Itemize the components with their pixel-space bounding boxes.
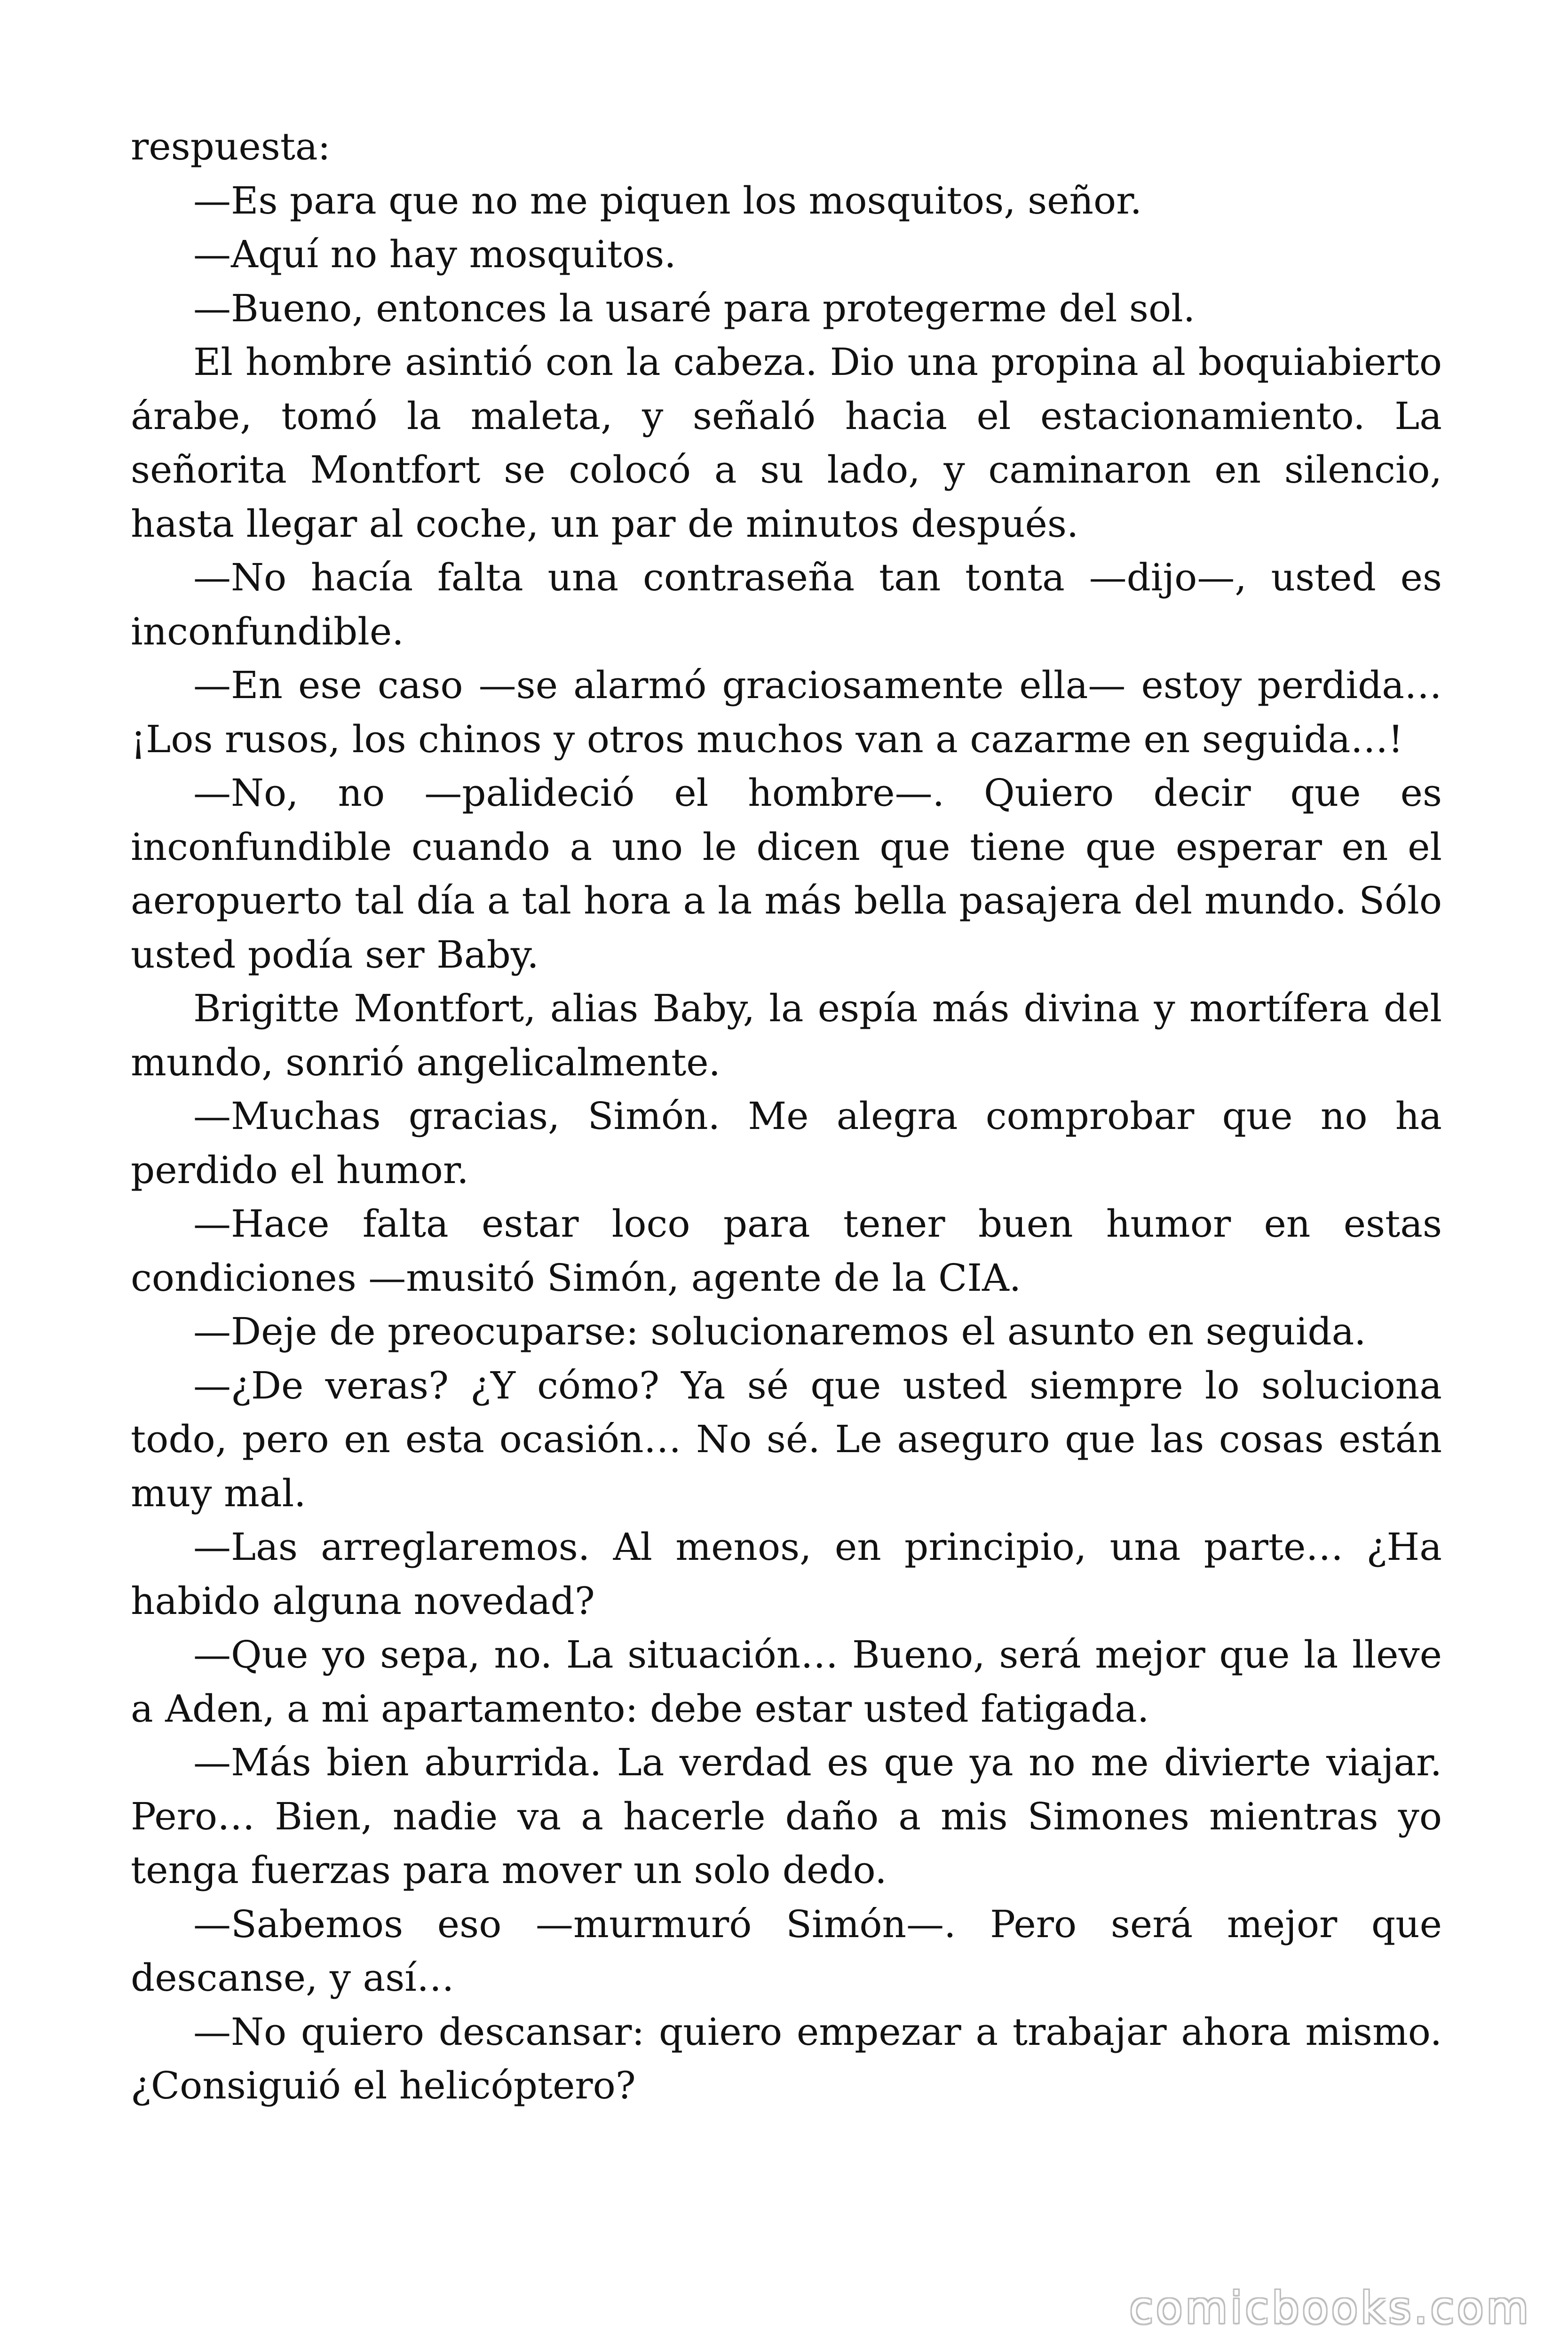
page-body-text	[131, 120, 1442, 2113]
paragraph: —Las arreglaremos. Al menos, en principio, una parte… ¿Ha habido alguna novedad?	[131, 1525, 1442, 1623]
paragraph: —Que yo sepa, no. La situación… Bueno, será mejor que la lleve a Aden, a mi apartamento: debe estar usted fatigada.	[131, 1633, 1442, 1731]
paragraph: —Bueno, entonces la usaré para protegerme del sol.	[193, 286, 1196, 330]
paragraph: —Más bien aburrida. La verdad es que ya no me divierte viajar. Pero… Bien, nadie va a hacerle daño a mis Simones mientras yo tenga fuerzas para mover un solo dedo.	[131, 1740, 1442, 1892]
paragraph: —No quiero descansar: quiero empezar a trabajar ahora mismo. ¿Consiguió el helicóptero?	[131, 2010, 1442, 2107]
paragraph: —Es para que no me piquen los mosquitos, señor.	[193, 178, 1142, 222]
paragraph-continuation: respuesta:	[131, 125, 331, 168]
paragraph: —Deje de preocuparse: solucionaremos el asunto en seguida.	[193, 1310, 1366, 1353]
paragraph: —Sabemos eso —murmuró Simón—. Pero será mejor que descanse, y así…	[131, 1902, 1442, 2000]
paragraph: El hombre asintió con la cabeza. Dio una propina al boquiabierto árabe, tomó la maleta, y señaló hacia el estacionamiento. La señorita Montfort se colocó a su lado, y caminaron en silencio, hasta llegar al coche, un par de minutos después.	[131, 340, 1442, 546]
paragraph: —Aquí no hay mosquitos.	[193, 232, 676, 276]
paragraph: —¿De veras? ¿Y cómo? Ya sé que usted siempre lo soluciona todo, pero en esta ocasión… No sé. Le aseguro que las cosas están muy mal.	[131, 1363, 1442, 1515]
paragraph: —No hacía falta una contraseña tan tonta —dijo—, usted es inconfundible.	[131, 556, 1442, 653]
paragraph: —Muchas gracias, Simón. Me alegra comprobar que no ha perdido el humor.	[131, 1094, 1442, 1192]
paragraph: —No, no —palideció el hombre—. Quiero decir que es inconfundible cuando a uno le dicen que tiene que esperar en el aeropuerto tal día a tal hora a la más bella pasajera del mundo. Sólo usted podía ser Baby.	[131, 771, 1442, 977]
paragraph: —En ese caso —se alarmó graciosamente ella— estoy perdida… ¡Los rusos, los chinos y otros muchos van a cazarme en seguida…!	[131, 663, 1442, 761]
paragraph: —Hace falta estar loco para tener buen humor en estas condiciones —musitó Simón, agente de la CIA.	[131, 1202, 1442, 1300]
watermark: comicbooks.com	[1129, 2283, 1531, 2333]
paragraph: Brigitte Montfort, alias Baby, la espía más divina y mortífera del mundo, sonrió angelicalmente.	[131, 986, 1442, 1084]
